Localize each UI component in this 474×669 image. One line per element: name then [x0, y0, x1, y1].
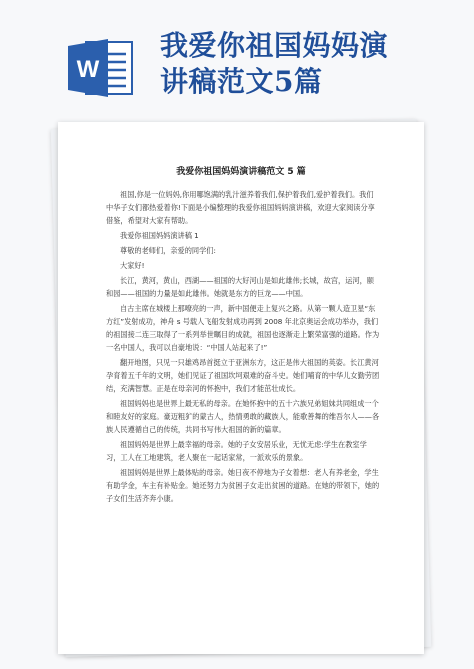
- paragraph-body-6: 祖国妈妈是世界上最体贴的母亲。她日夜不停地为子女着想：老人有养老金，学生有助学金，车主有补贴金。她还努力为贫困子女走出贫困的道路。在她的带领下，她的子女们生活齐奔小康。: [106, 468, 380, 503]
- page-title: [160, 28, 460, 100]
- document-body: [106, 188, 380, 505]
- paragraph-body-1: 长江，黄河，黄山，西湖——祖国的大好河山是如此雄伟;长城，故宫，运河，颐和园——祖国的力量是如此雄伟。她就是东方的巨龙——中国。: [106, 276, 374, 298]
- title-line-1: 我爱你祖国妈妈演: [160, 29, 389, 62]
- paragraph-section-heading: 我爱你祖国妈妈演讲稿 1: [120, 231, 199, 240]
- paragraph-body-5: 祖国妈妈是世界上最幸福的母亲。她的子女安居乐业，无忧无虑:学生在教室学习，工人在工地建筑，老人聚在一起话家常，一派欢乐的景象。: [106, 440, 367, 462]
- paragraph-body-4: 祖国妈妈也是世界上最无私的母亲。在她怀抱中的五十六族兄弟姐妹共同组成一个和睦友好的家庭。豪迈粗犷的蒙古人，热情勇敢的藏族人，能歌善舞的维吾尔人——各族人民遵循自己的传统，共同书写伟大祖国的新的篇章。: [106, 399, 380, 434]
- paragraph-intro: 祖国,你是一位妈妈,你用哪饱满的乳汁滋养着我们,保护着我们,爱护着我们。我们中华子女们都热爱着你!下面是小编整理的我爱你祖国妈妈演讲稿，欢迎大家阅读分享借鉴，希望对大家有帮助。: [106, 190, 375, 225]
- title-line-2: 讲稿范文5篇: [160, 65, 323, 98]
- paragraph-body-3: 翻开地图，只见一只雄鸡昂首挺立于亚洲东方，这正是伟大祖国的英姿。长江黄河孕育着五千年的文明，她们见证了祖国坎坷艰难的奋斗史。她们哺育的中华儿女勤劳团结，充满智慧。正是在母亲河的怀抱中，我们才能茁壮成长。: [106, 358, 380, 393]
- document-title: 我爱你祖国妈妈演讲稿范文 5 篇: [176, 167, 306, 177]
- header-banner: [0, 0, 474, 118]
- word-document-icon: [68, 38, 134, 98]
- paragraph-greeting: 大家好!: [120, 261, 145, 270]
- document-page: [58, 122, 424, 654]
- svg-text:W: W: [76, 56, 100, 83]
- paragraph-salutation: 尊敬的老师们，亲爱的同学们:: [120, 246, 216, 255]
- paragraph-body-2: 自古主席在城楼上那嘹亮的一声，新中国便走上复兴之路。从第一颗人造卫星“东方红”发射成功，神舟 s 号载人飞船发射成功再到 2008 年北京奥运会成功举办，我们的祖国接二连三取得了一系列举世瞩目的成就，祖国也逐渐走上繁荣富强的道路。作为一名中国人，我可以自豪地说：“中国人站起来了!”: [106, 304, 380, 352]
